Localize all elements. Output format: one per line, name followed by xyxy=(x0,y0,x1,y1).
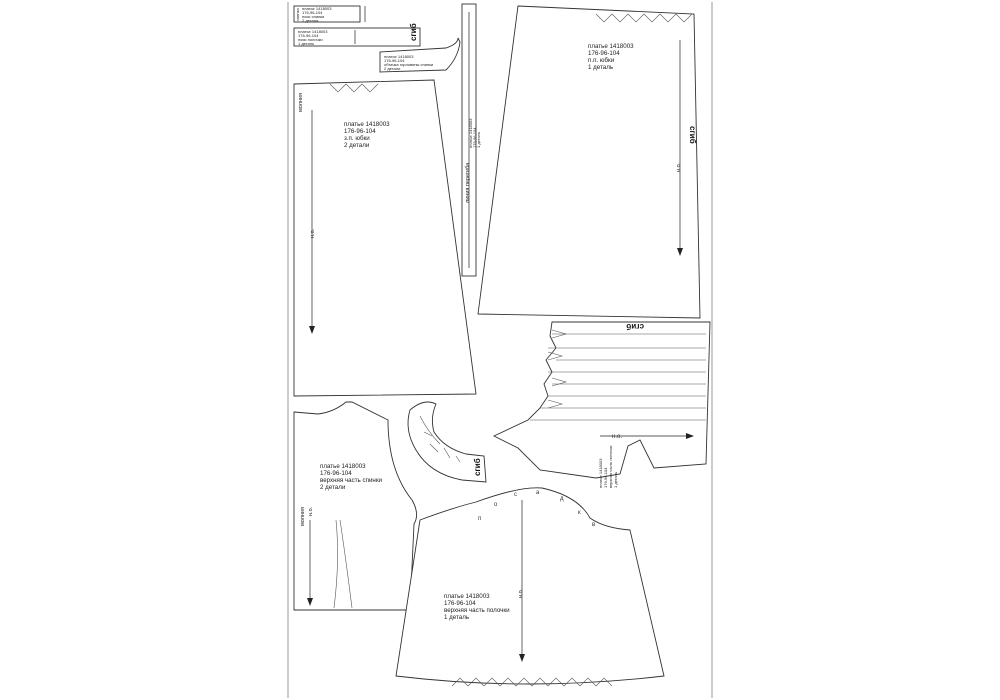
pleated-fold-label: сгиб xyxy=(626,322,644,331)
piece-back-bodice xyxy=(294,402,417,610)
neckline-letter-4: а xyxy=(536,490,540,496)
strip-label-1: платье 1418003 xyxy=(468,118,473,148)
back-belt-label-4: 2 детали xyxy=(302,18,319,23)
back-skirt-label-2: 176-96-104 xyxy=(344,128,376,135)
strip-label-2: 176-96-104 xyxy=(472,127,477,148)
piece-back-belt xyxy=(294,6,365,23)
back-bodice-side-label: молния xyxy=(300,506,306,526)
piece-front-skirt xyxy=(478,6,700,318)
neckline-letter-5: д xyxy=(560,496,564,502)
front-belt-fold-label: сгиб xyxy=(409,23,418,41)
back-belt-label-3: пояс спинки xyxy=(302,14,325,19)
front-skirt-label-4: 1 деталь xyxy=(588,64,614,71)
front-belt-label-3: пояс полочки xyxy=(298,37,323,42)
pleated-label-3: верхняя часть полочки xyxy=(608,445,613,488)
back-bodice-outline xyxy=(294,402,417,610)
neckline-letter-3: с xyxy=(514,492,517,498)
neckline-letter-6: к xyxy=(578,510,581,516)
front-bodice-label-1: платье 1418003 xyxy=(444,593,490,600)
pleated-outline xyxy=(494,322,710,478)
back-skirt-label-4: 2 детали xyxy=(344,142,370,149)
pleated-grain-label: н.о. xyxy=(612,434,622,440)
neckline-letter-1: п xyxy=(478,516,482,522)
back-bodice-label-4: 2 детали xyxy=(320,484,346,491)
back-belt-label-1: платье 1418003 xyxy=(302,6,332,11)
front-belt-label-4: 1 деталь xyxy=(298,41,315,46)
piece-front-facing xyxy=(408,402,486,482)
back-skirt-label-1: платье 1418003 xyxy=(344,121,390,128)
back-belt-side-label: спинка xyxy=(295,8,300,21)
front-belt-label-1: платье 1418003 xyxy=(298,29,328,34)
piece-front-belt xyxy=(294,23,420,46)
back-bodice-label-1: платье 1418003 xyxy=(320,463,366,470)
back-skirt-label-3: з.п. юбки xyxy=(344,135,370,142)
front-bodice-grain-label: н.о. xyxy=(518,588,524,598)
back-bodice-grain-label: н.о. xyxy=(308,506,314,516)
back-facing-label-4: 2 детали xyxy=(384,66,401,71)
back-facing-label-1: платье 1418003 xyxy=(384,54,414,59)
back-bodice-label-2: 176-96-104 xyxy=(320,470,352,477)
piece-back-skirt xyxy=(294,80,476,396)
front-skirt-label-2: 176-96-104 xyxy=(588,50,620,57)
front-facing-fold-label: сгиб xyxy=(473,458,482,476)
back-facing-label-3: обтачка горловины спинки xyxy=(384,62,434,67)
back-facing-label-2: 176-96-104 xyxy=(384,58,405,63)
pleated-label-2: 176-96-104 xyxy=(603,467,608,488)
front-bodice-label-4: 1 деталь xyxy=(444,614,470,621)
back-skirt-side-label: молния xyxy=(298,92,304,112)
piece-pleated xyxy=(494,322,710,488)
piece-front-bodice xyxy=(396,488,664,686)
neckline-letter-2: о xyxy=(494,502,498,508)
front-skirt-fold-label: сгиб xyxy=(688,126,697,144)
back-belt-label-2: 176-96-104 xyxy=(302,10,323,15)
front-bodice-label-2: 176-96-104 xyxy=(444,600,476,607)
strip-fold-label: линия перегиба xyxy=(465,162,471,203)
pleated-label-4: 1 деталь xyxy=(613,471,618,488)
neckline-letter-7: в xyxy=(592,522,596,528)
front-skirt-label-3: п.п. юбки xyxy=(588,57,615,64)
back-skirt-grain-label: н.о. xyxy=(310,228,316,238)
front-bodice-outline xyxy=(396,488,664,684)
strip-label-3: 1 деталь xyxy=(476,131,481,148)
front-belt-label-2: 176-96-104 xyxy=(298,33,319,38)
piece-strip xyxy=(462,4,481,276)
pleated-label-1: платье 1418003 xyxy=(598,458,603,488)
front-skirt-label-1: платье 1418003 xyxy=(588,43,634,50)
front-bodice-label-3: верхняя часть полочки xyxy=(444,607,510,614)
front-skirt-grain-label: н.о. xyxy=(676,162,682,172)
back-bodice-label-3: верхняя часть спинки xyxy=(320,477,382,484)
